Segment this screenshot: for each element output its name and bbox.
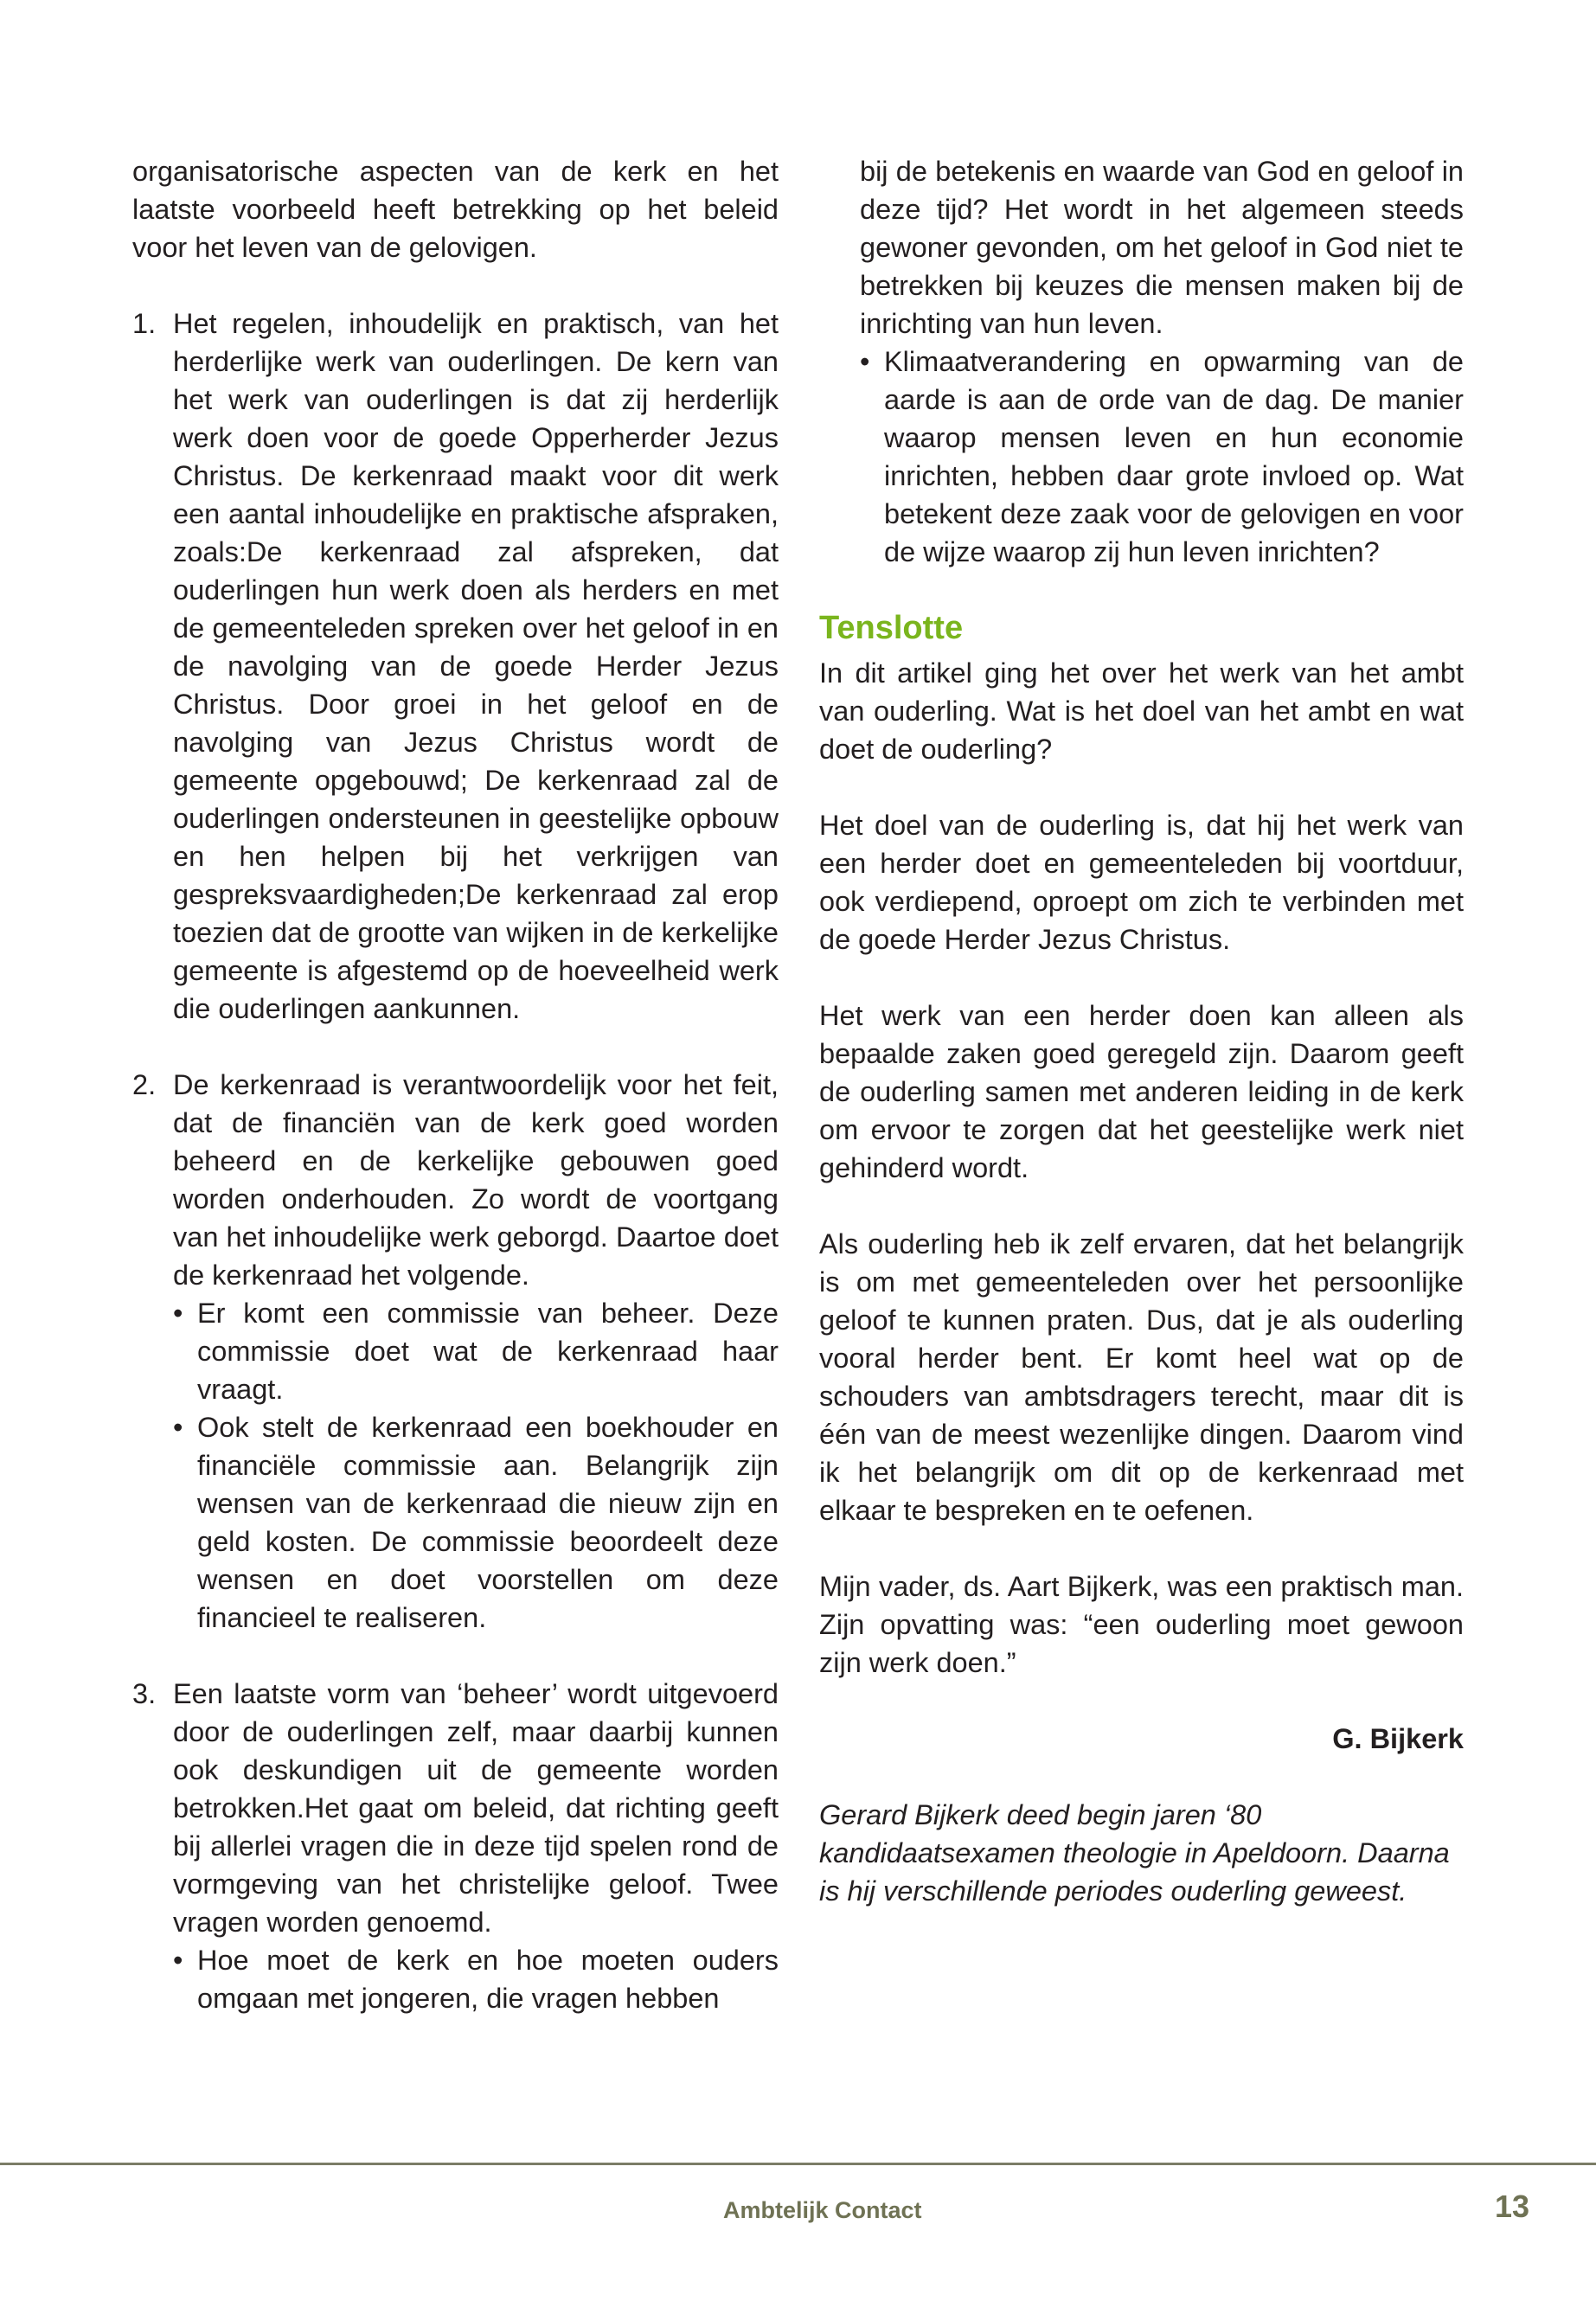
- author-bio: Gerard Bijkerk deed begin jaren ‘80 kandidaatsexamen theologie in Apeldoorn. Daarna is hij verschillende periodes ouderling geweest.: [819, 1799, 1450, 1907]
- left-column: [132, 152, 779, 2017]
- bullet-icon: •: [173, 1298, 183, 1329]
- bullet-text: Hoe moet de kerk en hoe moeten ouders omgaan met jongeren, die vragen hebben: [197, 1945, 779, 2014]
- author-signature: G. Bijkerk: [1332, 1723, 1464, 1754]
- list-number: 2.: [132, 1069, 157, 1100]
- bullet-item: [860, 343, 1464, 571]
- bullet-text: Klimaatverandering en opwarming van de aarde is aan de orde van de dag. De manier waarop mensen leven en hun economie inrichten, hebben daar grote invloed op. Wat betekent deze zaak voor de gelovigen en voor de wijze waarop zij hun leven inrichten?: [884, 346, 1464, 567]
- footer-publication-title: Ambtelijk Contact: [723, 2197, 922, 2223]
- bullet-item: [173, 1941, 779, 2017]
- numbered-list: [132, 304, 779, 2017]
- right-column: [819, 152, 1464, 1910]
- list-item-text: Een laatste vorm van ‘beheer’ wordt uitgevoerd door de ouderlingen zelf, maar daarbij kunnen ook deskundigen uit de gemeente worden betrokken.Het gaat om beleid, dat richting geeft bij allerlei vragen die in deze tijd spelen rond de vormgeving van het christelijke geloof. Twee vragen worden genoemd.: [173, 1678, 779, 1938]
- list-item-1: [132, 304, 779, 1028]
- bullet-list: [173, 1294, 779, 1637]
- bullet-icon: •: [860, 346, 870, 377]
- list-number: 1.: [132, 308, 157, 339]
- list-item-text: De kerkenraad is verantwoordelijk voor het feit, dat de financiën van de kerk goed worden beheerd en de kerkelijke gebouwen goed worden onderhouden. Zo wordt de voortgang van het inhoudelijke werk geborgd. Daartoe doet de kerkenraad het volgende.: [173, 1069, 779, 1291]
- bullet-icon: •: [173, 1412, 183, 1443]
- bullet-text: Ook stelt de kerkenraad een boekhouder en financiële commissie aan. Belangrijk zijn wensen van de kerkenraad die nieuw zijn en geld kosten. De commissie beoordeelt deze wensen en doet voorstellen om deze financieel te realiseren.: [197, 1412, 779, 1633]
- intro-paragraph: organisatorische aspecten van de kerk en het laatste voorbeeld heeft betrekking op het beleid voor het leven van de gelovigen.: [132, 156, 779, 263]
- bullet-list: [173, 1941, 779, 2017]
- list-item-3: [132, 1675, 779, 2017]
- footer-divider: [0, 2163, 1596, 2165]
- list-item-2: [132, 1066, 779, 1637]
- bullet-list-continued: [860, 152, 1464, 571]
- page-number: 13: [1495, 2189, 1530, 2224]
- paragraph: Het doel van de ouderling is, dat hij het werk van een herder doet en gemeenteleden bij voortduur, ook verdiepend, oproept om zich te verbinden met de goede Herder Jezus Christus.: [819, 810, 1464, 955]
- section-heading: Tenslotte: [819, 610, 964, 646]
- paragraph: Als ouderling heb ik zelf ervaren, dat het belangrijk is om met gemeenteleden over het persoonlijke geloof te kunnen praten. Dus, dat je als ouderling vooral herder bent. Er komt heel wat op de schouders van ambtsdragers terecht, maar dit is één van de meest wezenlijke dingen. Daarom vind ik het belangrijk om dit op de kerkenraad met elkaar te bespreken en te oefenen.: [819, 1228, 1464, 1526]
- list-number: 3.: [132, 1678, 157, 1709]
- bullet-icon: •: [173, 1945, 183, 1976]
- bullet-text: Er komt een commissie van beheer. Deze commissie doet wat de kerkenraad haar vraagt.: [197, 1298, 779, 1405]
- bullet-item: [173, 1294, 779, 1408]
- paragraph: Het werk van een herder doen kan alleen als bepaalde zaken goed geregeld zijn. Daarom geeft de ouderling samen met anderen leiding in de kerk om ervoor te zorgen dat het geestelijke werk niet gehinderd wordt.: [819, 1000, 1464, 1183]
- paragraph: In dit artikel ging het over het werk van het ambt van ouderling. Wat is het doel van het ambt en wat doet de ouderling?: [819, 657, 1464, 765]
- paragraph: Mijn vader, ds. Aart Bijkerk, was een praktisch man. Zijn opvatting was: “een ouderling moet gewoon zijn werk doen.”: [819, 1571, 1464, 1678]
- bullet-item: [173, 1408, 779, 1637]
- bullet-continuation: bij de betekenis en waarde van God en geloof in deze tijd? Het wordt in het algemeen steeds gewoner gevonden, om het geloof in God niet te betrekken bij keuzes die mensen maken bij de inrichting van hun leven.: [860, 156, 1464, 339]
- list-item-text: Het regelen, inhoudelijk en praktisch, van het herderlijke werk van ouderlingen. De kern van het werk van ouderlingen is dat zij herderlijk werk doen voor de goede Opperherder Jezus Christus. De kerkenraad maakt voor dit werk een aantal inhoudelijke en praktische afspraken, zoals:De kerkenraad zal afspreken, dat ouderlingen hun werk doen als herders en met de gemeenteleden spreken over het geloof in en de navolging van de goede Herder Jezus Christus. Door groei in het geloof en de navolging van Jezus Christus wordt de gemeente opgebouwd; De kerkenraad zal de ouderlingen ondersteunen in geestelijke opbouw en hen helpen bij het verkrijgen van gespreksvaardigheden;De kerkenraad zal erop toezien dat de grootte van wijken in de kerkelijke gemeente is afgestemd op de hoeveelheid werk die ouderlingen aankunnen.: [173, 308, 779, 1024]
